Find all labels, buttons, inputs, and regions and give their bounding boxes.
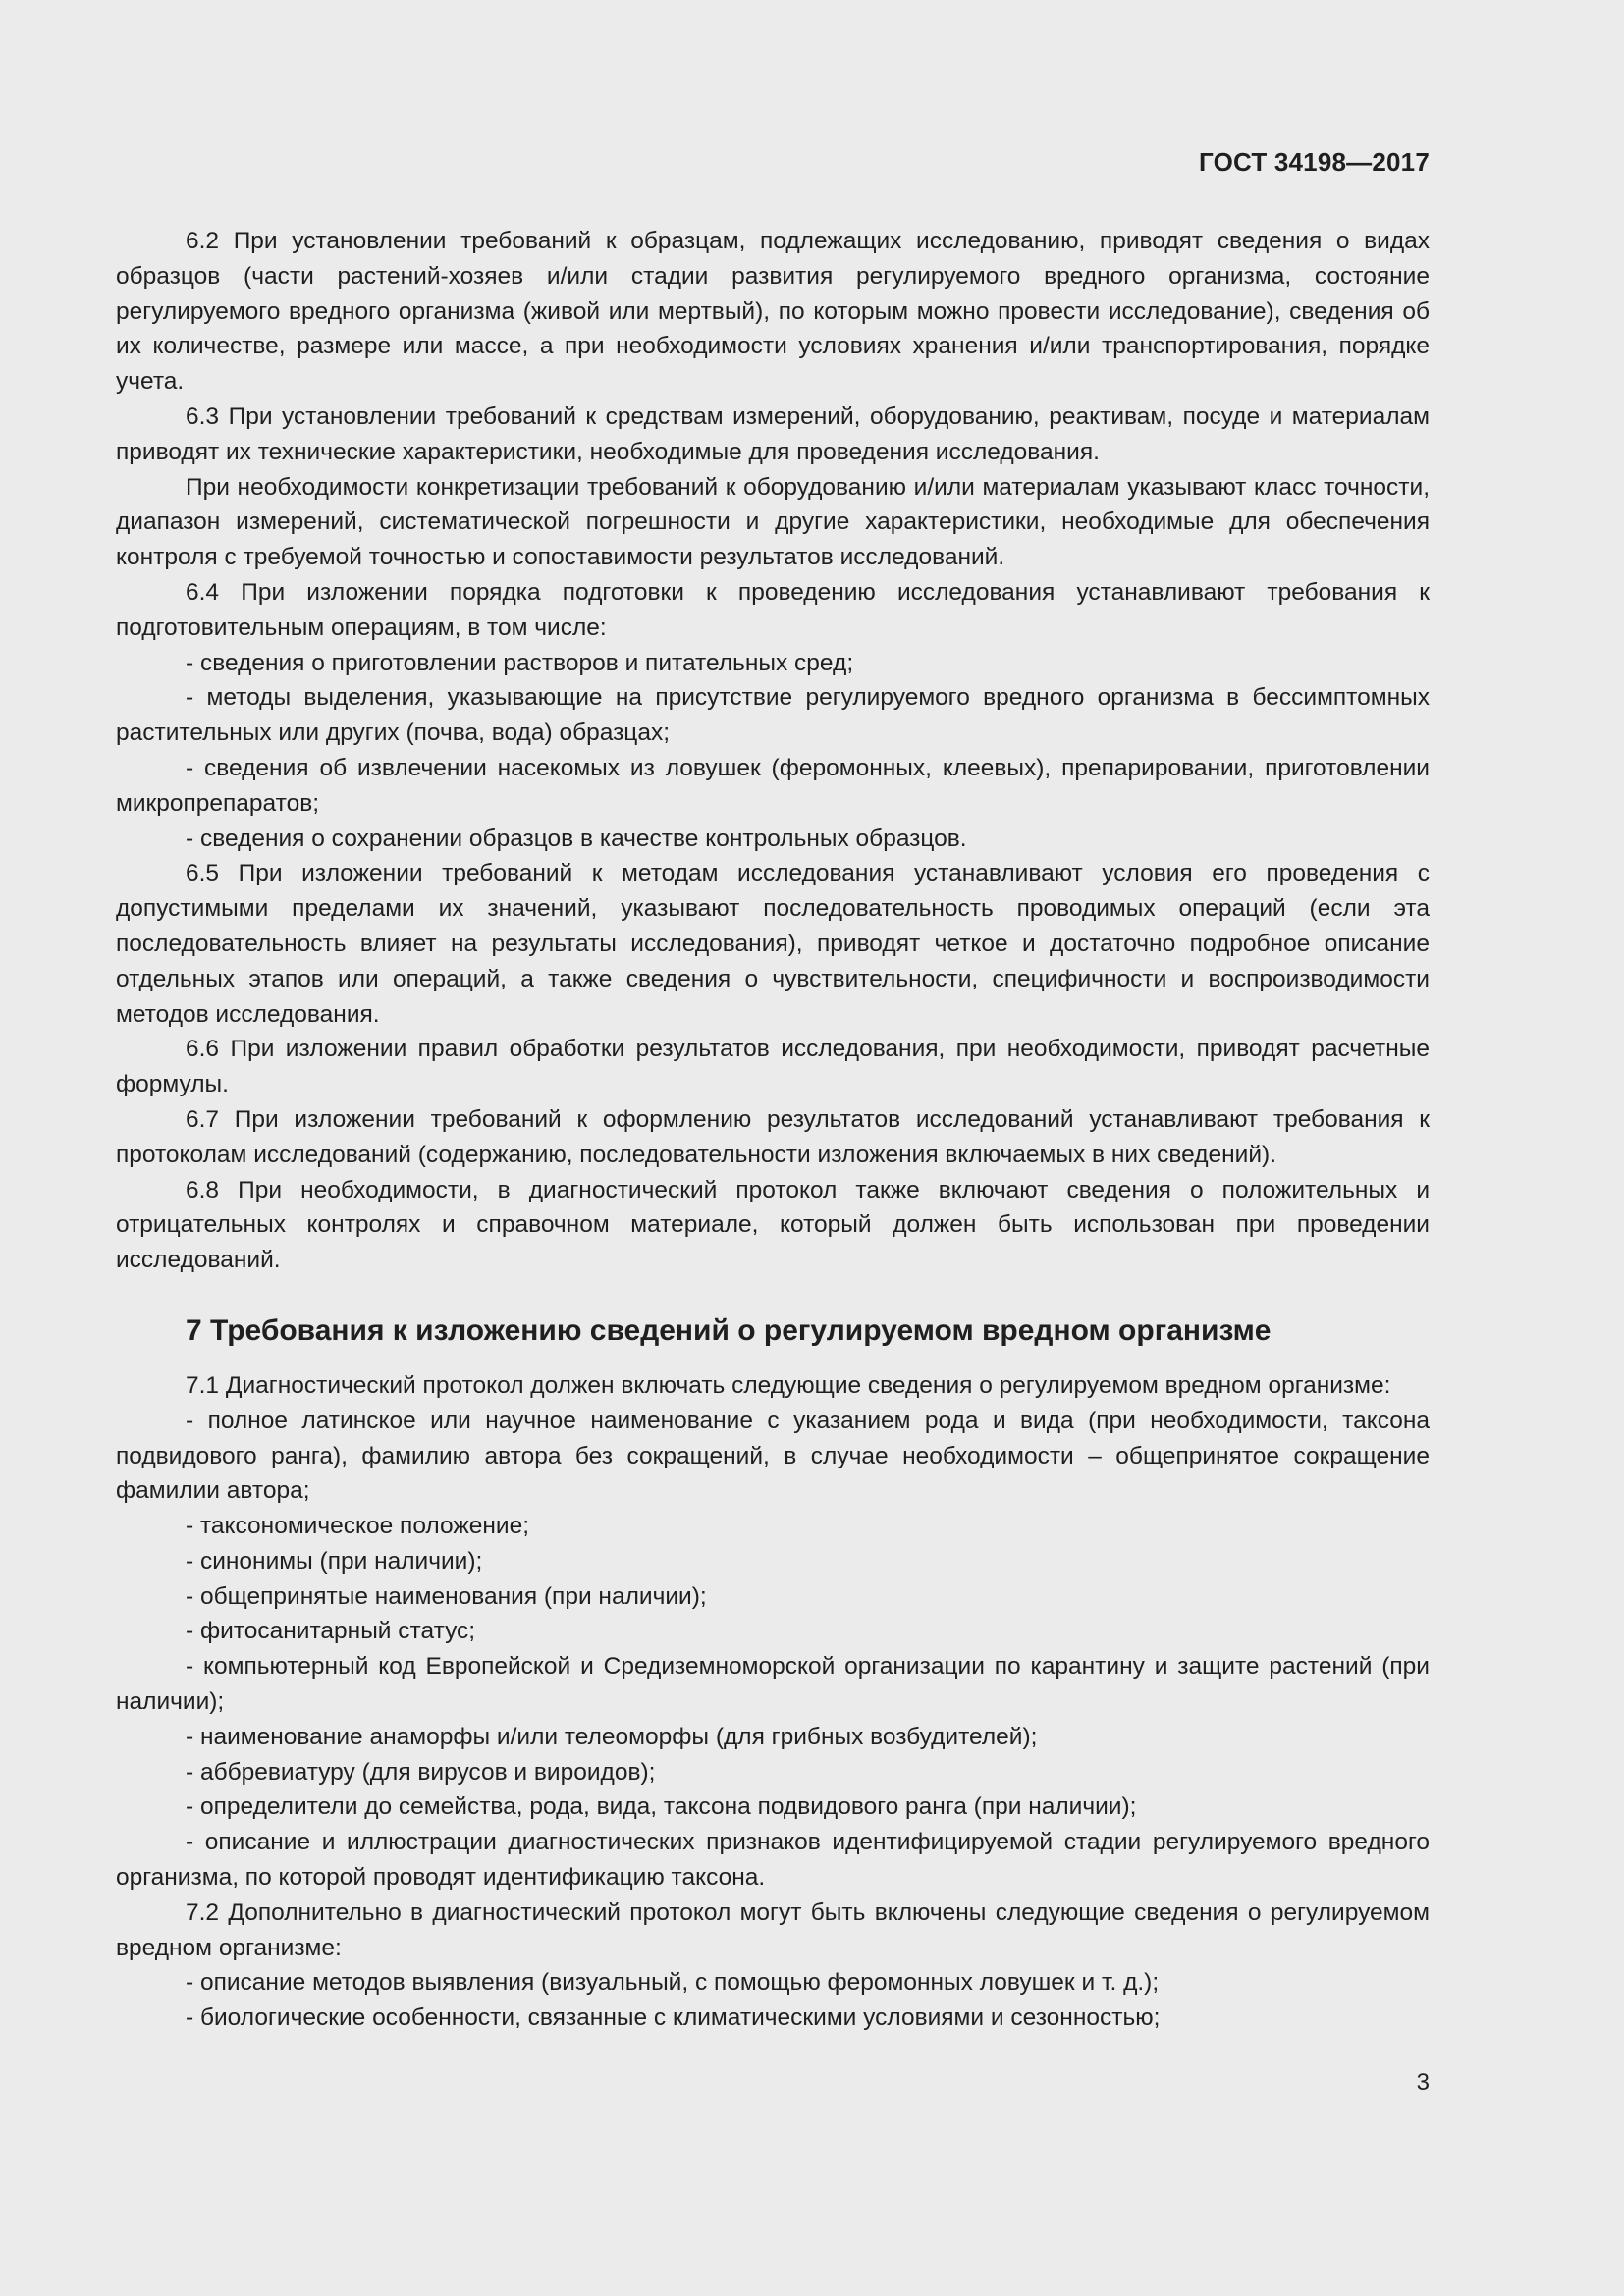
paragraph-6-3-detail: При необходимости конкретизации требований к оборудованию и/или материалам указывают класс точности, диапазон измерений, систематической погрешности и другие характеристики, необходимые для обеспечения контроля с требуемой точностью и сопоставимости результатов исследований. bbox=[116, 473, 1430, 571]
paragraph-6-3: 6.3 При установлении требований к средствам измерений, оборудованию, реактивам, посуде и материалам приводят их технические характеристики, необходимые для проведения исследования. bbox=[116, 402, 1430, 465]
page-content bbox=[116, 224, 1430, 2036]
page-number: 3 bbox=[1416, 2069, 1430, 2096]
list-item: - биологические особенности, связанные с климатическими условиями и сезонностью; bbox=[186, 2004, 1161, 2032]
list-item: - сведения о сохранении образцов в качестве контрольных образцов. bbox=[186, 825, 967, 852]
list-item: - синонимы (при наличии); bbox=[186, 1547, 483, 1575]
list-item: - таксономическое положение; bbox=[186, 1513, 529, 1540]
paragraph-6-8: 6.8 При необходимости, в диагностический протокол также включают сведения о положительных и отрицательных контролях и справочном материале, который должен быть использован при проведении исследований. bbox=[116, 1176, 1430, 1274]
paragraph-6-4: 6.4 При изложении порядка подготовки к проведению исследования устанавливают требования к подготовительным операциям, в том числе: bbox=[116, 578, 1430, 641]
section-7-body bbox=[116, 1368, 1430, 2036]
paragraph-7-2: 7.2 Дополнительно в диагностический протокол могут быть включены следующие сведения о регулируемом вредном организме: bbox=[116, 1898, 1430, 1961]
paragraph-6-6: 6.6 При изложении правил обработки результатов исследования, при необходимости, приводят расчетные формулы. bbox=[116, 1036, 1430, 1098]
paragraph-6-7: 6.7 При изложении требований к оформлению результатов исследований устанавливают требования к протоколам исследований (содержанию, последовательности изложения включаемых в них сведений). bbox=[116, 1105, 1430, 1168]
list-item: - описание методов выявления (визуальный, с помощью феромонных ловушек и т. д.); bbox=[186, 1969, 1160, 1997]
paragraph-6-2: 6.2 При установлении требований к образцам, подлежащих исследованию, приводят сведения о видах образцов (части растений-хозяев и/или стадии развития регулируемого вредного организма, состояние регулируемого вредного организма (живой или мертвый), по которым можно провести исследование), сведения об их количестве, размере или массе, а при необходимости условиях хранения и/или транспортирования, порядке учета. bbox=[116, 228, 1430, 396]
section-7-heading: 7 Требования к изложению сведений о регулируемом вредном организме bbox=[186, 1313, 1272, 1347]
list-item: - наименование анаморфы и/или телеоморфы (для грибных возбудителей); bbox=[186, 1723, 1038, 1750]
section-6-body bbox=[116, 224, 1430, 1278]
list-item: - общепринятые наименования (при наличии); bbox=[186, 1582, 707, 1610]
list-item: - аббревиатуру (для вирусов и вироидов); bbox=[186, 1758, 656, 1786]
list-item: - определители до семейства, рода, вида, таксона подвидового ранга (при наличии); bbox=[186, 1793, 1137, 1821]
list-item: - фитосанитарный статус; bbox=[186, 1618, 476, 1645]
list-item: - полное латинское или научное наименование с указанием рода и вида (при необходимости, таксона подвидового ранга), фамилию автора без сокращений, в случае необходимости – общепринятое сокращение фамилии автора; bbox=[116, 1407, 1430, 1505]
list-item: - компьютерный код Европейской и Средиземноморской организации по карантину и защите растений (при наличии); bbox=[116, 1653, 1430, 1716]
paragraph-6-5: 6.5 При изложении требований к методам исследования устанавливают условия его проведения с допустимыми пределами их значений, указывают последовательность проводимых операций (если эта последовательность влияет на результаты исследования), приводят четкое и достаточно подробное описание отдельных этапов или операций, а также сведения о чувствительности, специфичности и воспроизводимости методов исследования. bbox=[116, 860, 1430, 1028]
document-code-header: ГОСТ 34198—2017 bbox=[1199, 147, 1430, 177]
list-item: - сведения о приготовлении растворов и питательных сред; bbox=[186, 649, 854, 676]
paragraph-7-1: 7.1 Диагностический протокол должен включать следующие сведения о регулируемом вредном организме: bbox=[186, 1371, 1391, 1399]
list-item: - сведения об извлечении насекомых из ловушек (феромонных, клеевых), препарировании, приготовлении микропрепаратов; bbox=[116, 754, 1430, 817]
list-item: - методы выделения, указывающие на присутствие регулируемого вредного организма в бессимптомных растительных или других (почва, вода) образцах; bbox=[116, 684, 1430, 747]
list-item: - описание и иллюстрации диагностических признаков идентифицируемой стадии регулируемого вредного организма, по которой проводят идентификацию таксона. bbox=[116, 1829, 1430, 1892]
